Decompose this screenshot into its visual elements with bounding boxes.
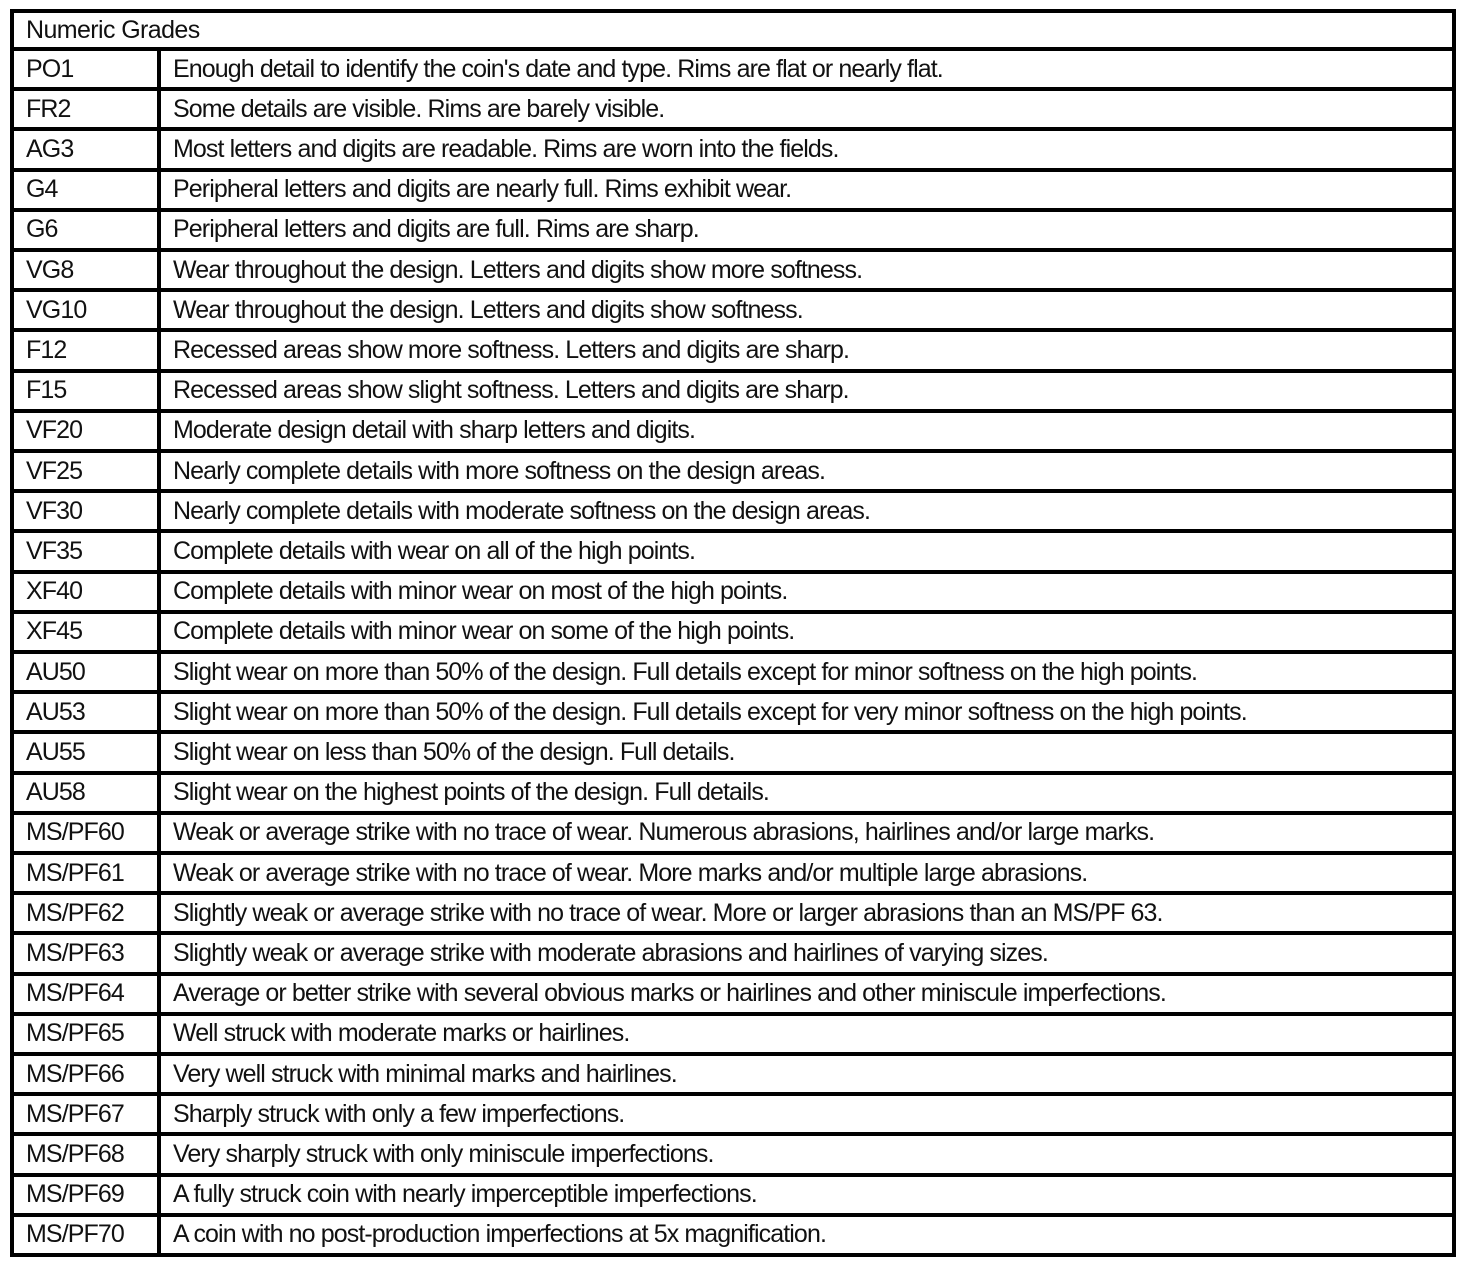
table-row <box>14 815 1452 855</box>
grade-code-cell: XF45 <box>14 614 161 650</box>
grade-description-cell: Slight wear on more than 50% of the design. Full details except for very minor softness on the high points. <box>173 697 1247 726</box>
grade-code-cell: FR2 <box>14 91 161 127</box>
table-row <box>14 895 1452 935</box>
grade-description-cell: Slightly weak or average strike with no trace of wear. More or larger abrasions than an MS/PF 63. <box>173 898 1163 927</box>
grade-code-cell: MS/PF60 <box>14 815 161 851</box>
grade-code-cell: AU55 <box>14 734 161 770</box>
grade-description-cell: Weak or average strike with no trace of wear. More marks and/or multiple large abrasions. <box>173 858 1088 887</box>
table-row <box>14 654 1452 694</box>
table-row <box>14 131 1452 171</box>
grade-code-cell: MS/PF70 <box>14 1217 161 1253</box>
grade-description-cell: Most letters and digits are readable. Rims are worn into the fields. <box>173 135 839 163</box>
grade-code-cell: PO1 <box>14 51 161 87</box>
table-row <box>14 1056 1452 1096</box>
table-row <box>14 935 1452 975</box>
grade-code-cell: VF30 <box>14 493 161 529</box>
grade-code-cell: AG3 <box>14 131 161 167</box>
grade-code-cell: VF35 <box>14 533 161 569</box>
table-row <box>14 1016 1452 1056</box>
table-row <box>14 212 1452 252</box>
grade-code-cell: MS/PF66 <box>14 1056 161 1092</box>
grade-description-cell: Very sharply struck with only miniscule imperfections. <box>173 1140 714 1169</box>
grade-code-cell: MS/PF67 <box>14 1096 161 1132</box>
table-row <box>14 493 1452 533</box>
table-row <box>14 614 1452 654</box>
table-row <box>14 855 1452 895</box>
table-row <box>14 252 1452 292</box>
table-row <box>14 413 1452 453</box>
grade-description-cell: Well struck with moderate marks or hairlines. <box>173 1019 630 1048</box>
grade-description-cell: Slight wear on more than 50% of the design. Full details except for minor softness on the high points. <box>173 657 1198 686</box>
grade-description-cell: Moderate design detail with sharp letters and digits. <box>173 416 696 445</box>
table-row <box>14 694 1452 734</box>
grade-code-cell: VG8 <box>14 252 161 288</box>
table-row <box>14 453 1452 493</box>
table-row <box>14 91 1452 131</box>
grade-description-cell: Very well struck with minimal marks and hairlines. <box>173 1059 677 1088</box>
grade-description-cell: Slight wear on the highest points of the design. Full details. <box>173 778 769 807</box>
grade-code-cell: VF20 <box>14 413 161 449</box>
grade-code-cell: AU50 <box>14 654 161 690</box>
grade-code-cell: MS/PF62 <box>14 895 161 931</box>
grade-code-cell: MS/PF64 <box>14 976 161 1012</box>
grade-description-cell: Weak or average strike with no trace of wear. Numerous abrasions, hairlines and/or large marks. <box>173 818 1155 847</box>
grade-code-cell: MS/PF68 <box>14 1136 161 1172</box>
table-row <box>14 1136 1452 1176</box>
grade-description-cell: Sharply struck with only a few imperfections. <box>173 1099 625 1128</box>
table-row <box>14 734 1452 774</box>
grade-description-cell: Wear throughout the design. Letters and digits show softness. <box>173 295 803 324</box>
grade-description-cell: Slight wear on less than 50% of the design. Full details. <box>173 738 735 767</box>
grade-description-cell: Recessed areas show more softness. Letters and digits are sharp. <box>173 336 850 365</box>
grade-code-cell: VF25 <box>14 453 161 489</box>
grade-code-cell: F12 <box>14 332 161 368</box>
table-row <box>14 574 1452 614</box>
grade-code-cell: G4 <box>14 172 161 208</box>
table-row <box>14 1177 1452 1217</box>
grade-code-cell: MS/PF61 <box>14 855 161 891</box>
grade-code-cell: AU58 <box>14 775 161 811</box>
numeric-grades-table <box>10 9 1456 1257</box>
grade-description-cell: Nearly complete details with moderate softness on the design areas. <box>173 496 871 525</box>
table-title: Numeric Grades <box>14 13 1452 51</box>
grade-code-cell: F15 <box>14 373 161 409</box>
table-rows <box>14 51 1452 1253</box>
grade-description-cell: Average or better strike with several obvious marks or hairlines and other miniscule imperfections. <box>173 979 1166 1008</box>
grade-code-cell: MS/PF63 <box>14 935 161 971</box>
grade-code-cell: XF40 <box>14 574 161 610</box>
grade-description-cell: Peripheral letters and digits are full. Rims are sharp. <box>173 215 699 244</box>
grade-description-cell: Recessed areas show slight softness. Letters and digits are sharp. <box>173 376 849 405</box>
table-row <box>14 172 1452 212</box>
grade-description-cell: Wear throughout the design. Letters and digits show more softness. <box>173 255 863 284</box>
grade-description-cell: Peripheral letters and digits are nearly full. Rims exhibit wear. <box>173 175 792 204</box>
table-row <box>14 332 1452 372</box>
grade-description-cell: Complete details with minor wear on some of the high points. <box>173 617 795 646</box>
grade-code-cell: MS/PF65 <box>14 1016 161 1052</box>
grade-code-cell: AU53 <box>14 694 161 730</box>
table-row <box>14 775 1452 815</box>
grade-code-cell: G6 <box>14 212 161 248</box>
grade-description-cell: Nearly complete details with more softness on the design areas. <box>173 456 825 485</box>
grade-code-cell: MS/PF69 <box>14 1177 161 1213</box>
table-row <box>14 1096 1452 1136</box>
table-row <box>14 533 1452 573</box>
grade-description-cell: A fully struck coin with nearly imperceptible imperfections. <box>173 1180 757 1209</box>
table-row <box>14 1217 1452 1253</box>
grade-description-cell: Complete details with minor wear on most of the high points. <box>173 577 788 606</box>
table-row <box>14 292 1452 332</box>
table-row <box>14 51 1452 91</box>
grade-code-cell: VG10 <box>14 292 161 328</box>
grade-description-cell: Some details are visible. Rims are barely visible. <box>173 94 665 123</box>
grade-description-cell: Enough detail to identify the coin's date and type. Rims are flat or nearly flat. <box>173 54 943 83</box>
table-row <box>14 373 1452 413</box>
grade-description-cell: A coin with no post-production imperfections at 5x magnification. <box>173 1220 826 1249</box>
table-row <box>14 976 1452 1016</box>
grade-description-cell: Slightly weak or average strike with moderate abrasions and hairlines of varying sizes. <box>173 939 1048 968</box>
grade-description-cell: Complete details with wear on all of the high points. <box>173 537 696 566</box>
